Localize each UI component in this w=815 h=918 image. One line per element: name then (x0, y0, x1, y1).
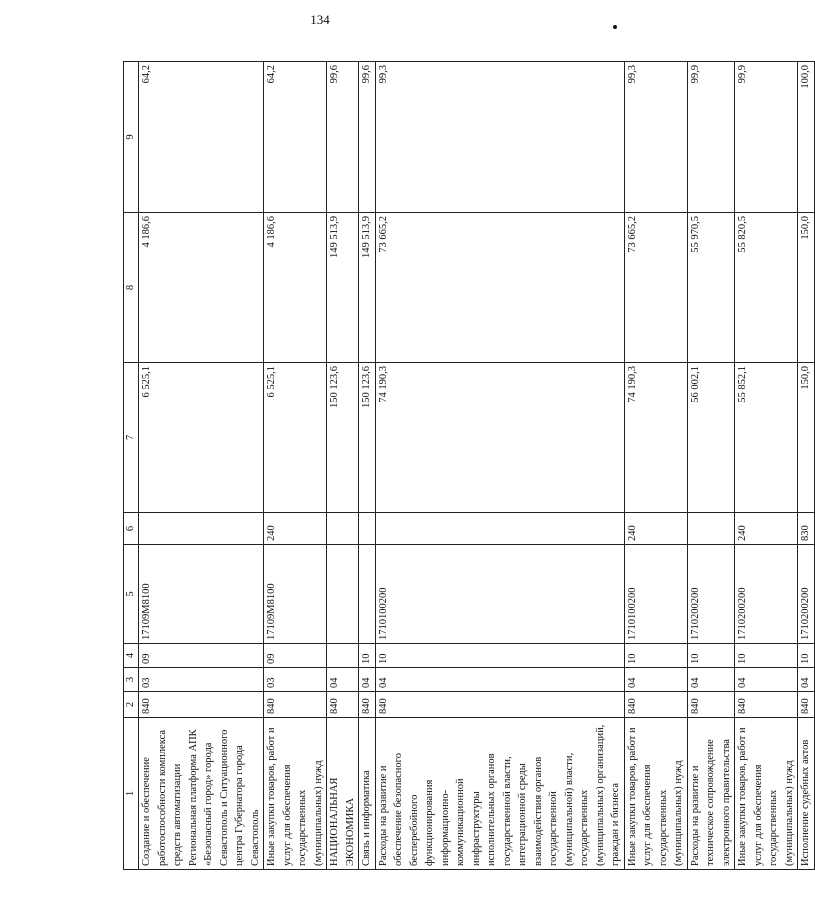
row-subsection (327, 644, 359, 668)
table-row (375, 62, 624, 870)
row-percent: 99,3 (375, 62, 624, 213)
row-section: 04 (798, 668, 815, 692)
row-code: 840 (735, 692, 798, 718)
row-executed: 73 665,2 (375, 213, 624, 363)
row-code: 840 (327, 692, 359, 718)
row-executed: 4 186,6 (139, 213, 264, 363)
row-subsection: 10 (624, 644, 687, 668)
row-subsection: 10 (687, 644, 735, 668)
row-planned: 150,0 (798, 363, 815, 513)
row-name: Иные закупки товаров, работ и услуг для обеспечения государственных (муниципальных) нужд (264, 718, 327, 870)
row-target-item: 1710200200 (798, 545, 815, 644)
row-expense-type (375, 513, 624, 545)
header-row (124, 62, 139, 870)
header-col-7: 7 (124, 363, 139, 513)
row-target-item: 17109М8100 (139, 545, 264, 644)
row-planned: 150 123,6 (359, 363, 376, 513)
row-section: 03 (264, 668, 327, 692)
header-col-4: 4 (124, 644, 139, 668)
row-executed: 150,0 (798, 213, 815, 363)
row-percent: 99,6 (327, 62, 359, 213)
row-section: 04 (359, 668, 376, 692)
row-percent: 100,0 (798, 62, 815, 213)
row-target-item: 1710100200 (375, 545, 624, 644)
row-code: 840 (264, 692, 327, 718)
row-executed: 4 186,6 (264, 213, 327, 363)
row-planned: 150 123,6 (327, 363, 359, 513)
row-expense-type: 240 (624, 513, 687, 545)
header-col-3: 3 (124, 668, 139, 692)
budget-table (123, 61, 815, 870)
row-subsection: 09 (264, 644, 327, 668)
row-code: 840 (359, 692, 376, 718)
row-name: Расходы на развитие и обеспечение безопасного бесперебойного функционирования информационно-коммуникационной инфраструктуры исполнительных органов государственной власти, интеграционной среды взаимодействия органов государственной (муниципальной) власти, государственных (муниципальных) организаций, граждан и бизнеса (375, 718, 624, 870)
row-target-item: 17109М8100 (264, 545, 327, 644)
page-number: 134 (310, 12, 330, 27)
header-col-5: 5 (124, 545, 139, 644)
row-target-item (327, 545, 359, 644)
row-expense-type (359, 513, 376, 545)
row-code: 840 (375, 692, 624, 718)
header-col-9: 9 (124, 62, 139, 213)
row-percent: 99,3 (624, 62, 687, 213)
header-col-8: 8 (124, 213, 139, 363)
table-row (359, 62, 376, 870)
row-executed: 55 820,5 (735, 213, 798, 363)
table-row (624, 62, 687, 870)
header-col-6: 6 (124, 513, 139, 545)
row-expense-type: 240 (264, 513, 327, 545)
table-row (798, 62, 815, 870)
row-executed: 55 970,5 (687, 213, 735, 363)
row-planned: 56 002,1 (687, 363, 735, 513)
row-subsection: 10 (735, 644, 798, 668)
row-name: Связь и информатика (359, 718, 376, 870)
row-section: 04 (687, 668, 735, 692)
row-code: 840 (798, 692, 815, 718)
row-expense-type: 240 (735, 513, 798, 545)
table-row (735, 62, 798, 870)
table-row (264, 62, 327, 870)
row-expense-type (139, 513, 264, 545)
row-target-item: 1710100200 (624, 545, 687, 644)
row-name: Создание и обеспечение работоспособности комплекса средств автоматизации Региональная платформа АПК «Безопасный город» города Севастополь и Ситуационного центра Губернатора города Севастополь (139, 718, 264, 870)
row-code: 840 (139, 692, 264, 718)
row-expense-type (687, 513, 735, 545)
row-name: НАЦИОНАЛЬНАЯ ЭКОНОМИКА (327, 718, 359, 870)
row-executed: 149 513,9 (359, 213, 376, 363)
row-percent: 99,9 (687, 62, 735, 213)
row-planned: 74 190,3 (624, 363, 687, 513)
row-planned: 6 525,1 (264, 363, 327, 513)
row-percent: 64,2 (264, 62, 327, 213)
row-expense-type: 830 (798, 513, 815, 545)
row-target-item: 1710200200 (687, 545, 735, 644)
row-name: Исполнение судебных актов (798, 718, 815, 870)
row-planned: 55 852,1 (735, 363, 798, 513)
row-name: Иные закупки товаров, работ и услуг для обеспечения государственных (муниципальных) нужд (624, 718, 687, 870)
row-expense-type (327, 513, 359, 545)
rotated-table-area (123, 62, 811, 870)
row-name: Иные закупки товаров, работ и услуг для обеспечения государственных (муниципальных) нужд (735, 718, 798, 870)
row-planned: 74 190,3 (375, 363, 624, 513)
table-row (139, 62, 264, 870)
row-executed: 73 665,2 (624, 213, 687, 363)
row-percent: 99,6 (359, 62, 376, 213)
row-name: Расходы на развитие и техническое сопровождение электронного правительства (687, 718, 735, 870)
row-section: 03 (139, 668, 264, 692)
table-row (327, 62, 359, 870)
row-section: 04 (735, 668, 798, 692)
table-row (687, 62, 735, 870)
row-code: 840 (624, 692, 687, 718)
row-subsection: 10 (798, 644, 815, 668)
row-planned: 6 525,1 (139, 363, 264, 513)
row-code: 840 (687, 692, 735, 718)
row-percent: 64,2 (139, 62, 264, 213)
row-percent: 99,9 (735, 62, 798, 213)
margin-mark (613, 25, 617, 29)
header-col-2: 2 (124, 692, 139, 718)
row-subsection: 10 (359, 644, 376, 668)
row-target-item: 1710200200 (735, 545, 798, 644)
header-col-1: 1 (124, 718, 139, 870)
row-executed: 149 513,9 (327, 213, 359, 363)
row-section: 04 (375, 668, 624, 692)
row-section: 04 (624, 668, 687, 692)
row-subsection: 09 (139, 644, 264, 668)
budget-table-rotated (123, 62, 811, 870)
row-section: 04 (327, 668, 359, 692)
row-subsection: 10 (375, 644, 624, 668)
row-target-item (359, 545, 376, 644)
